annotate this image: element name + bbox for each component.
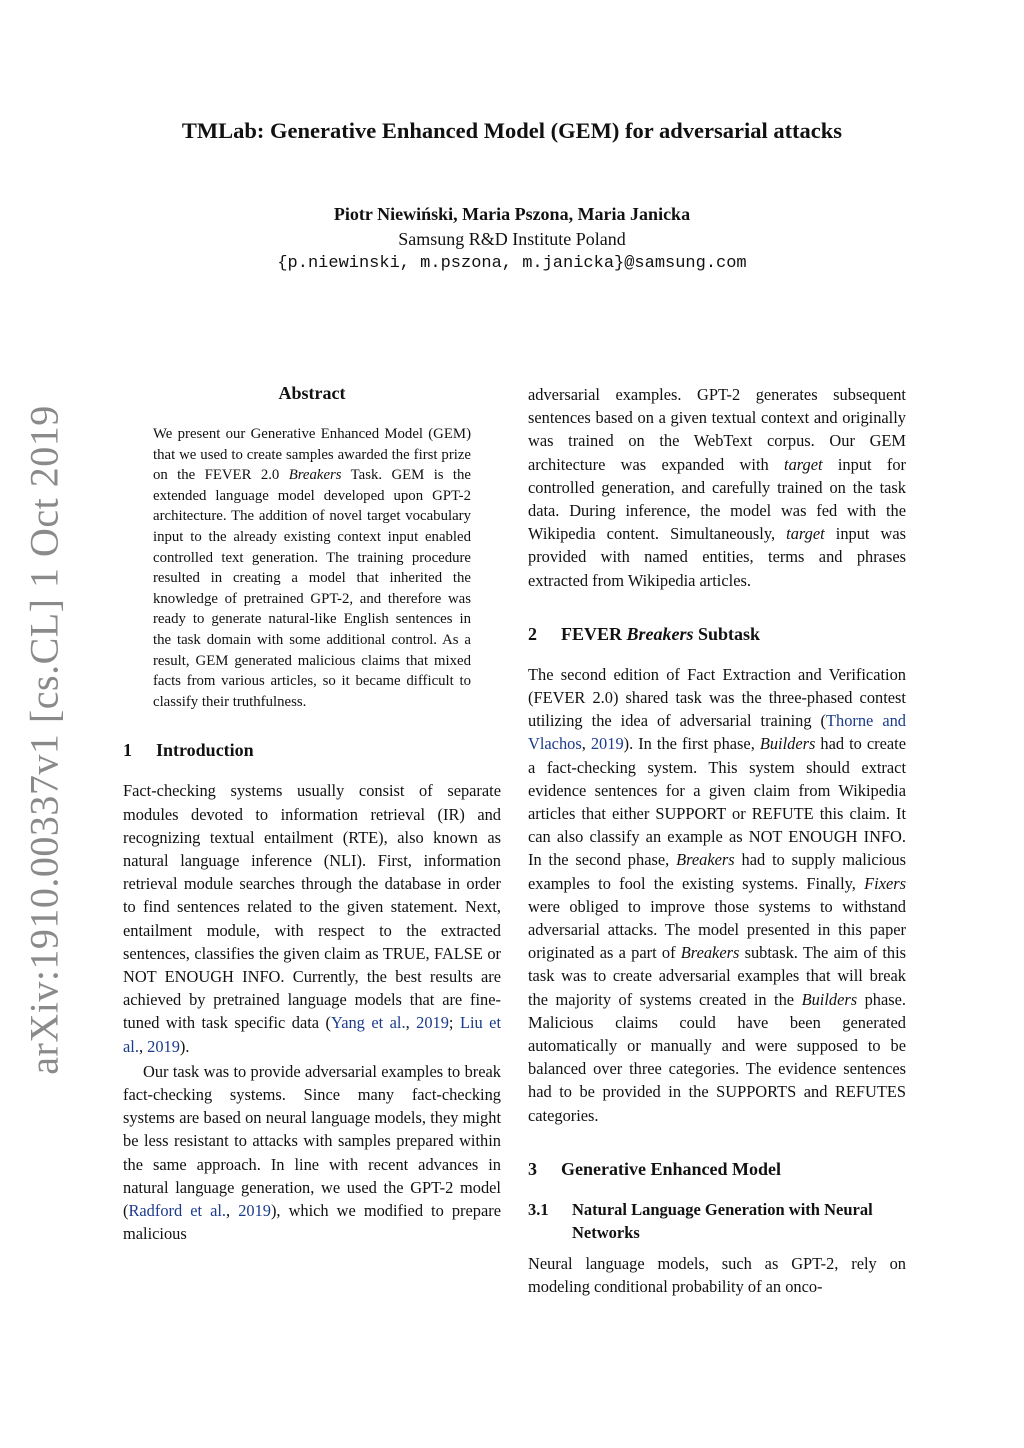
citation-link[interactable]: Radford et al.: [128, 1200, 227, 1220]
section-heading-gem: 3 Generative Enhanced Model: [528, 1158, 781, 1179]
intro-paragraph-1: Fact-checking systems usually consist of separate modules devoted to information retrieval (IR) and recognizing textual entailment (RTE), also known as natural language inference (NLI). First, information retrieval module searches through the database in order to find sentences related to the given statement. Next, entailment module, with respect to the extracted sentences, classifies the given claim as TRUE, FALSE or NOT ENOUGH INFO. Currently, the best results are achieved by pretrained language models that are fine-tuned with task specific data (Yang et al., 2019; Liu et al., 2019).: [123, 781, 501, 1056]
authors: Piotr Niewiński, Maria Pszona, Maria Janicka: [333, 204, 691, 224]
arxiv-identifier: arXiv:1910.00337v1 [cs.CL] 1 Oct 2019: [21, 405, 67, 1075]
subsection-heading-nlg: 3.1 Natural Language Generation with Neural Networks: [528, 1199, 873, 1242]
citation-link[interactable]: 2019: [238, 1200, 271, 1220]
section-heading-introduction: 1 Introduction: [123, 740, 254, 761]
abstract-text: We present our Generative Enhanced Model (GEM) that we used to create samples awarded the first prize on the FEVER 2.0 Breakers Task. GEM is the extended language model developed upon GPT-2 architecture. The addition of novel target vocabulary input to the already existing context input enabled controlled text generation. The training procedure resulted in creating a model that inherited the knowledge of pretrained GPT-2, and therefore was ready to generate natural-like English sentences in the task domain with some additional control. As a result, GEM generated malicious claims that mixed facts from various articles, so it became difficult to classify their truthfulness.: [153, 426, 471, 710]
citation-link[interactable]: 2019: [590, 734, 624, 754]
section-heading-fever-breakers: 2 FEVER Breakers Subtask: [528, 623, 761, 644]
fever-paragraph: The second edition of Fact Extraction and Verification (FEVER 2.0) shared task was the three-phased contest utilizing the idea of adversarial training (Thorne and Vlachos, 2019). In the first phase, Builders had to create a fact-checking system. This system should extract evidence sentences for a given claim from Wikipedia articles that either SUPPORT or REFUTE this claim. It can also classify an example as NOT ENOUGH INFO. In the second phase, Breakers had to supply malicious examples to fool the existing systems. Finally, Fixers were obliged to improve those systems to withstand adversarial attacks. The model presented in this paper originated as a part of Breakers subtask. The aim of this task was to create adversarial examples that will break the majority of systems created in the Builders phase. Malicious claims could have been generated automatically or manually and were supposed to be balanced over three categories. The evidence sentences had to be provided in the SUPPORTS and REFUTES categories.: [528, 664, 907, 1125]
author-emails: {p.niewinski, m.pszona, m.janicka}@samsung.com: [277, 254, 747, 273]
left-column: [123, 383, 501, 1245]
intro-paragraph-continued: adversarial examples. GPT-2 generates subsequent sentences based on a given textual context and originally was trained on the WebText corpus. Our GEM architecture was expanded with target input for controlled generation, and carefully trained on the task data. During inference, the model was fed with the Wikipedia content. Simultaneously, target input was provided with named entities, terms and phrases extracted from Wikipedia articles.: [528, 385, 907, 590]
citation-link[interactable]: Thorne and Vlachos: [528, 711, 906, 754]
intro-paragraph-2: Our task was to provide adversarial examples to break fact-checking systems. Since many fact-checking systems are based on neural language models, they might be less resistant to attacks with samples prepared within the same approach. In line with recent advances in natural language generation, we used the GPT-2 model (Radford et al., 2019), which we modified to prepare malicious: [123, 1061, 501, 1244]
right-column: [528, 383, 906, 1298]
paper-title: TMLab: Generative Enhanced Model (GEM) for adversarial attacks: [181, 118, 843, 143]
citation-link[interactable]: Yang et al.: [331, 1013, 406, 1033]
nlg-paragraph: Neural language models, such as GPT-2, rely on modeling conditional probability of an onco-: [528, 1253, 906, 1297]
abstract-heading: Abstract: [278, 383, 346, 403]
citation-link[interactable]: 2019: [147, 1036, 180, 1056]
citation-link[interactable]: 2019: [416, 1013, 449, 1033]
affiliation: Samsung R&D Institute Poland: [398, 229, 626, 249]
citation-link[interactable]: Liu et al.: [123, 1013, 501, 1056]
